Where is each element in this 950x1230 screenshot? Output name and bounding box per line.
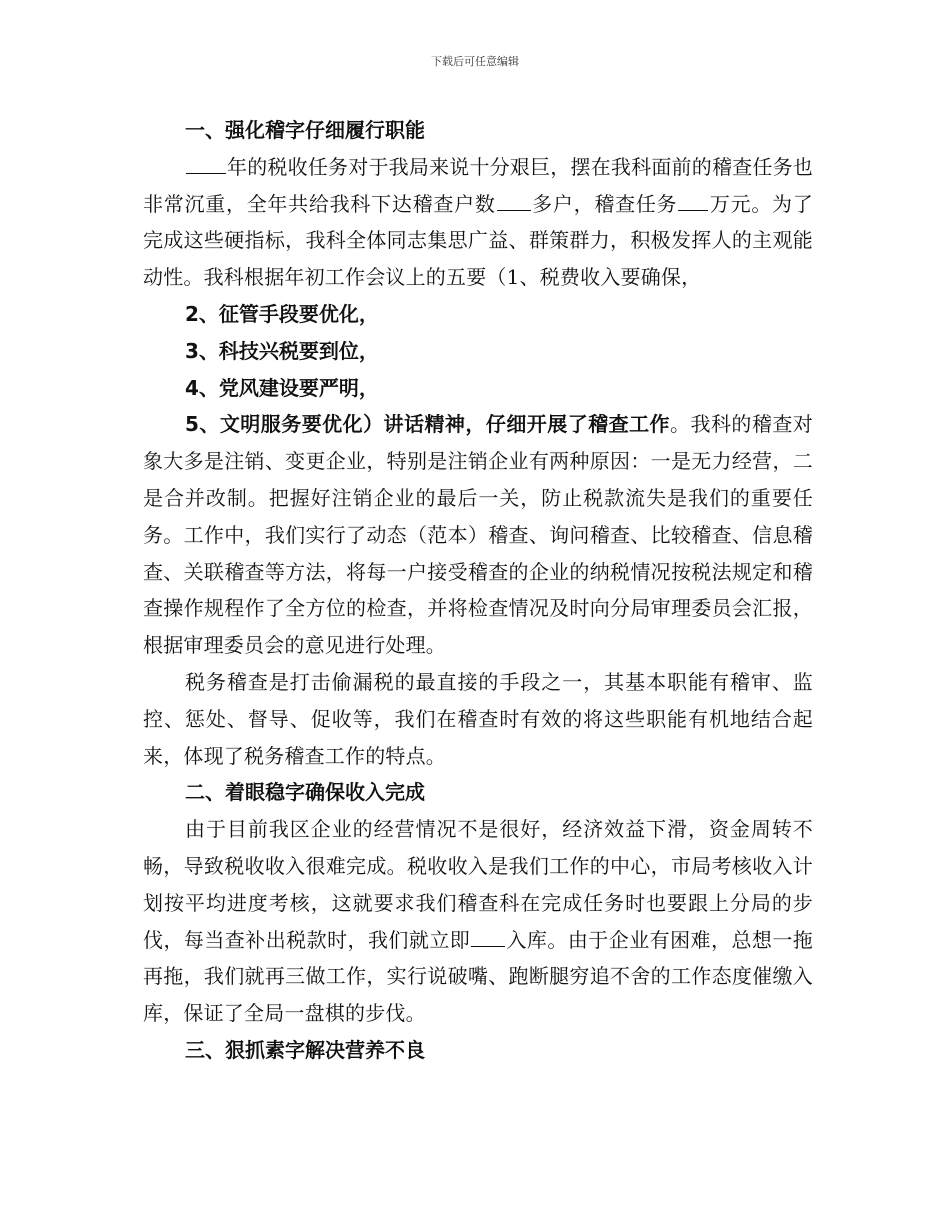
paragraph-tax-task-part-c: 万元。为了完成这些硬指标，我科全体同志集思广益、群策群力，积极发挥人的主观能动性。我科根据年初工作会议上的五要（1、税费收入要确保， [143,191,813,290]
paragraph-tax-task-part-a: 年的税收任务对于我局来说十分艰巨，摆在我科面前的稽查任务也非常沉重，全年共给我科下达稽查户数 [143,154,813,216]
list-item-2: 2、征管手段要优化， [185,301,379,326]
paragraph-inspection-work-rest: 。我科的稽查对象大多是注销、变更企业，特别是注销企业有两种原因：一是无力经营，二是合并改制。把握好注销企业的最后一关，防止税款流失是我们的重要任务。工作中，我们实行了动态（范本）稽查、询问稽查、比较稽查、信息稽查、关联稽查等方法，将每一户接受稽查的企业的纳税情况按税法规定和稽查操作规程作了全方位的检查，并将检查情况及时向分局审理委员会汇报，根据审理委员会的意见进行处理。 [143,412,813,658]
page-header-note: 下载后可任意编辑 [431,55,519,68]
paragraph-inspection-work [143,406,813,664]
paragraph-revenue-part-a: 由于目前我区企业的经营情况不是很好，经济效益下滑，资金周转不畅，导致税收收入很难完成。税收收入是我们工作的中心，市局考核收入计划按平均进度考核，这就要求我们稽查科在完成任务时也要跟上分局的步伐，每当查补出税款时，我们就立即 [143,817,813,952]
list-item-5-bold: 5、文明服务要优化）讲话精神，仔细开展了稽查工作 [185,412,671,437]
paragraph-revenue [143,811,813,1032]
paragraph-audit-function: 税务稽查是打击偷漏税的最直接的手段之一，其基本职能有稽审、监控、惩处、督导、促收等，我们在稽查时有效的将这些职能有机地结合起来，体现了税务稽查工作的特点。 [143,669,813,768]
blank-revenue [471,945,505,947]
paragraph-revenue-part-b: 入库。由于企业有困难，总想一拖再拖，我们就再三做工作，实行说破嘴、跑断腿穷追不舍的工作态度催缴入库，保证了全局一盘棋的步伐。 [143,927,814,1026]
section-heading-1: 一、强化稽字仔细履行职能 [185,118,425,142]
blank-count [497,209,531,211]
list-item-4: 4、党风建设要严明， [185,375,379,400]
list-item-3: 3、科技兴税要到位， [185,338,379,363]
section-heading-3: 三、狠抓素字解决营养不良 [185,1037,425,1062]
paragraph-tax-task-part-b: 多户，稽查任务 [531,191,678,216]
blank-amount [678,209,708,211]
paragraph-tax-task [143,149,813,296]
blank-year [186,172,226,174]
document-body [143,112,813,1069]
section-heading-2: 二、着眼稳字确保收入完成 [185,780,425,805]
